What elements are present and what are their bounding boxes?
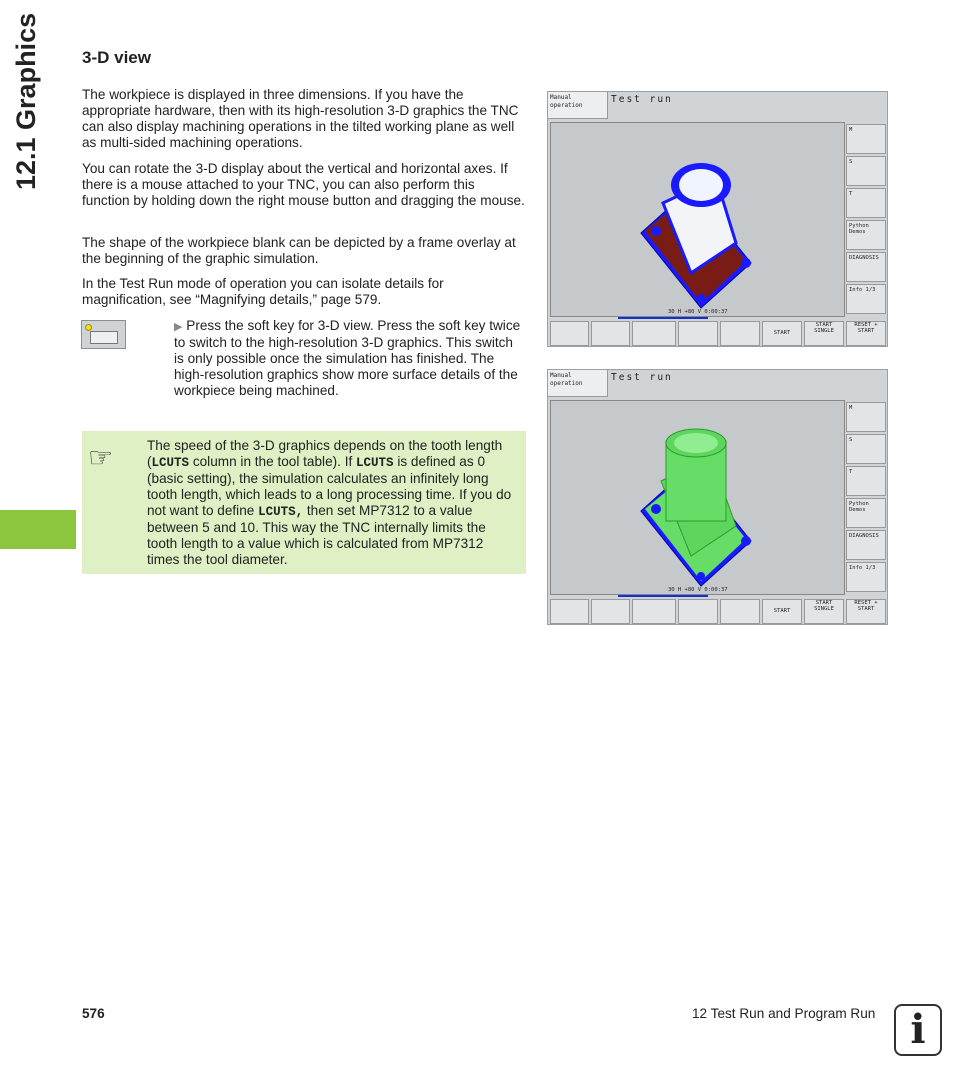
- workpiece-hires-icon: [551, 401, 844, 594]
- screen-title: Test run: [611, 372, 673, 383]
- softkey-t[interactable]: T: [846, 188, 886, 218]
- graphics-viewport: [550, 400, 845, 595]
- tnc-screen-3d-view: [547, 91, 888, 347]
- softkey-t[interactable]: T: [846, 466, 886, 496]
- softkey-info[interactable]: Info 1/3: [846, 284, 886, 314]
- softkey-reset-start[interactable]: RESET + START: [846, 599, 886, 624]
- section-title: 3-D view: [82, 48, 151, 67]
- mode-label: Manual operation: [548, 370, 608, 397]
- progress-bar: [618, 595, 708, 597]
- softkey-start[interactable]: START: [762, 599, 802, 624]
- note-box: [82, 431, 526, 574]
- paragraph-3: The shape of the workpiece blank can be depicted by a frame overlay at the beginning of the graphic simulation.: [82, 235, 516, 266]
- softkey-start-single[interactable]: START SINGLE: [804, 321, 844, 346]
- softkey-m[interactable]: M: [846, 402, 886, 432]
- page-number: 576: [82, 1006, 105, 1021]
- block-icon: [90, 331, 118, 344]
- workpiece-3d-icon: [551, 123, 844, 316]
- paragraph-1: The workpiece is displayed in three dimensions. If you have the appropriate hardware, then with its high-resolution 3-D graphics the TNC can also display machining operations in the tilted working plane as well as multi-sided machining operations.: [82, 87, 519, 150]
- softkey-s[interactable]: S: [846, 434, 886, 464]
- softkey-diagnosis[interactable]: DIAGNOSIS: [846, 530, 886, 560]
- chapter-side-title: 12.1 Graphics: [11, 12, 41, 190]
- softkey-blank[interactable]: [550, 321, 589, 346]
- softkey-empty-2[interactable]: [720, 321, 760, 346]
- softkey-start[interactable]: START: [762, 321, 802, 346]
- softkey-diagnosis[interactable]: DIAGNOSIS: [846, 252, 886, 282]
- info-icon: i: [894, 1004, 942, 1056]
- progress-bar: [618, 317, 708, 319]
- paragraph-2: You can rotate the 3-D display about the vertical and horizontal axes. If there is a mouse attached to your TNC, you can also perform this function by holding down the right mouse button and dragging the mouse.: [82, 161, 525, 208]
- 3d-view-softkey-icon: [81, 320, 126, 349]
- softkey-3d-view[interactable]: [632, 321, 676, 346]
- instruction-step: [174, 318, 524, 399]
- mode-label: Manual operation: [548, 92, 608, 119]
- status-line: 30 H +80 V 0:00:37: [668, 309, 728, 315]
- softkey-python-demos[interactable]: Python Demos: [846, 498, 886, 528]
- tnc-screen-hires-3d: [547, 369, 888, 625]
- softkey-empty-1[interactable]: [678, 321, 718, 346]
- softkey-views[interactable]: [591, 599, 630, 624]
- step-arrow-icon: ▶: [174, 321, 183, 333]
- paragraph-4: In the Test Run mode of operation you can isolate details for magnification, see “Magnifying details,” page 579.: [82, 276, 444, 307]
- softkey-start-single[interactable]: START SINGLE: [804, 599, 844, 624]
- softkey-s[interactable]: S: [846, 156, 886, 186]
- footer-chapter: 12 Test Run and Program Run: [692, 1006, 876, 1021]
- softkey-blank[interactable]: [550, 599, 589, 624]
- softkey-empty-1[interactable]: [678, 599, 718, 624]
- graphics-viewport: [550, 122, 845, 317]
- softkey-empty-2[interactable]: [720, 599, 760, 624]
- pointing-hand-icon: ☞: [88, 442, 114, 473]
- softkey-m[interactable]: M: [846, 124, 886, 154]
- status-line: 30 H +80 V 0:00:37: [668, 587, 728, 593]
- softkey-reset-start[interactable]: RESET + START: [846, 321, 886, 346]
- softkey-info[interactable]: Info 1/3: [846, 562, 886, 592]
- screen-title: Test run: [611, 94, 673, 105]
- softkey-3d-view[interactable]: [632, 599, 676, 624]
- led-indicator: [85, 324, 92, 331]
- softkey-views[interactable]: [591, 321, 630, 346]
- softkey-python-demos[interactable]: Python Demos: [846, 220, 886, 250]
- chapter-tab: [0, 510, 76, 549]
- note-text: The speed of the 3-D graphics depends on the tooth length (LCUTS column in the tool table). If LCUTS is defined as 0 (basic setting), the simulation calculates an infinitely long tooth length, which leads to a long processing time. If you do not want to define LCUTS, then set MP7312 to a value between 5 and 10. This way the TNC internally limits the tooth length to a value which is calculated from MP7312 times the tool diameter.: [147, 438, 512, 567]
- step-text: Press the soft key for 3-D view. Press the soft key twice to switch to the high-resolution 3-D graphics. This switch is only possible once the simulation has finished. The high-resolution graphics show more surface details of the workpiece being machined.: [174, 318, 521, 398]
